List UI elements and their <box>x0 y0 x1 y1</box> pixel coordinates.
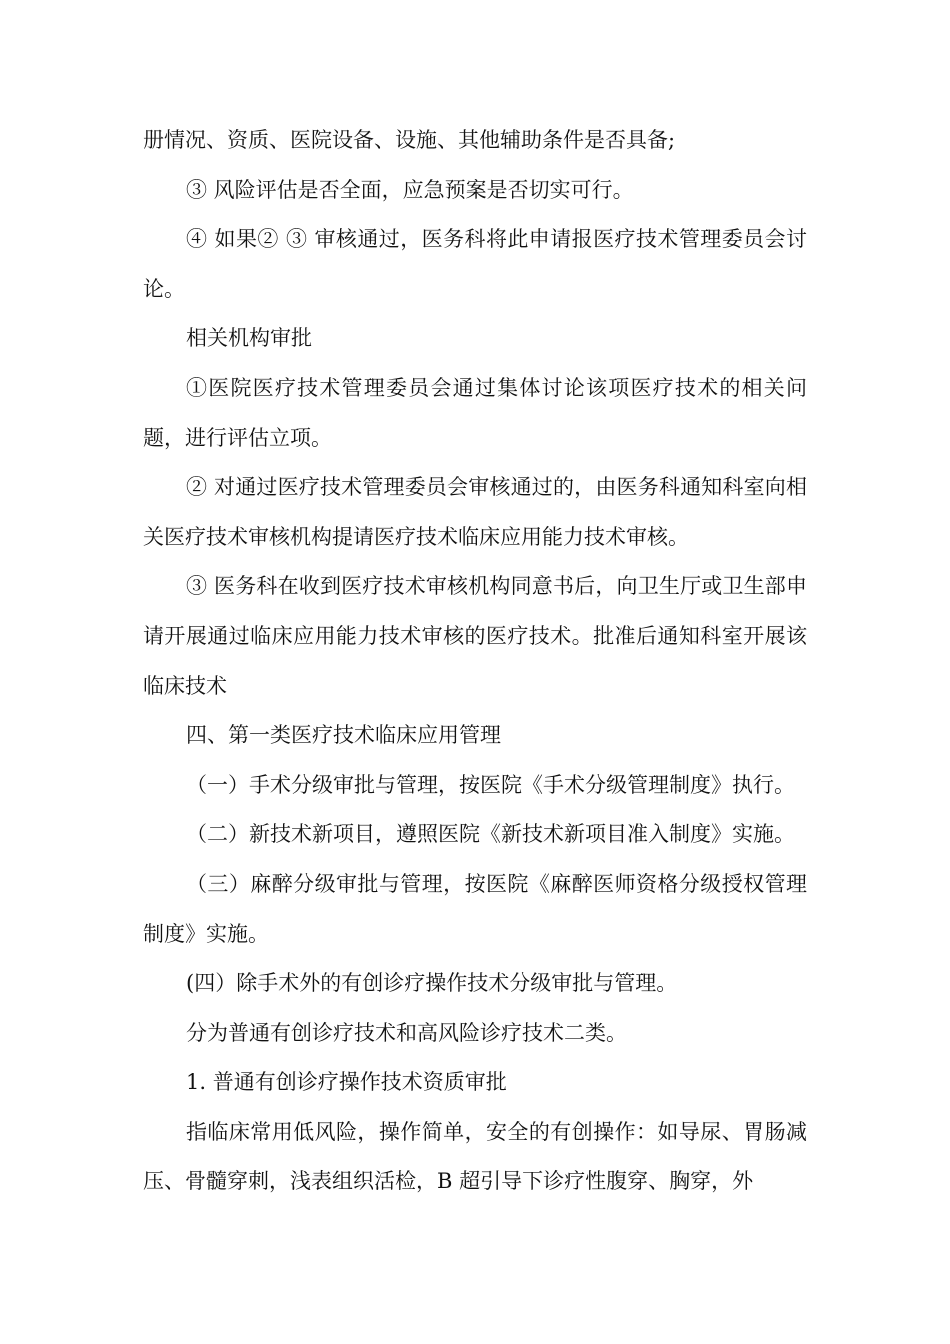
paragraph-10: （二）新技术新项目，遵照医院《新技术新项目准入制度》实施。 <box>186 822 795 847</box>
paragraph-2: ③ 风险评估是否全面，应急预案是否切实可行。 <box>186 177 634 202</box>
paragraph-11: （三）麻醉分级审批与管理，按医院《麻醉医师资格分级授权管理制度》实施。 <box>143 871 807 946</box>
section-heading-four: 四、第一类医疗技术临床应用管理 <box>186 723 501 748</box>
paragraph-13: 分为普通有创诊疗技术和高风险诊疗技术二类。 <box>186 1020 627 1045</box>
paragraph-9: （一）手术分级审批与管理，按医院《手术分级管理制度》执行。 <box>186 772 795 797</box>
document-body <box>143 116 807 1207</box>
paragraph-1: 册情况、资质、医院设备、设施、其他辅助条件是否具备; <box>143 128 676 152</box>
paragraph-3: ④ 如果② ③ 审核通过，医务科将此申请报医疗技术管理委员会讨论。 <box>143 227 807 301</box>
section-heading-agency-approval: 相关机构审批 <box>186 326 312 351</box>
paragraph-7: ③ 医务科在收到医疗技术审核机构同意书后，向卫生厅或卫生部申请开展通过临床应用能力技术审核的医疗技术。批准后通知科室开展该临床技术 <box>143 574 807 698</box>
paragraph-15: 指临床常用低风险，操作简单，安全的有创操作：如导尿、胃肠减压、骨髓穿刺，浅表组织活检，B 超引导下诊疗性腹穿、胸穿，外 <box>143 1119 807 1194</box>
paragraph-12: (四）除手术外的有创诊疗操作技术分级审批与管理。 <box>186 971 678 996</box>
paragraph-5: ①医院医疗技术管理委员会通过集体讨论该项医疗技术的相关问题，进行评估立项。 <box>143 375 807 450</box>
paragraph-6: ② 对通过医疗技术管理委员会审核通过的，由医务科通知科室向相关医疗技术审核机构提请医疗技术临床应用能力技术审核。 <box>143 475 807 549</box>
subheading-1: 1. 普通有创诊疗操作技术资质审批 <box>186 1070 507 1095</box>
